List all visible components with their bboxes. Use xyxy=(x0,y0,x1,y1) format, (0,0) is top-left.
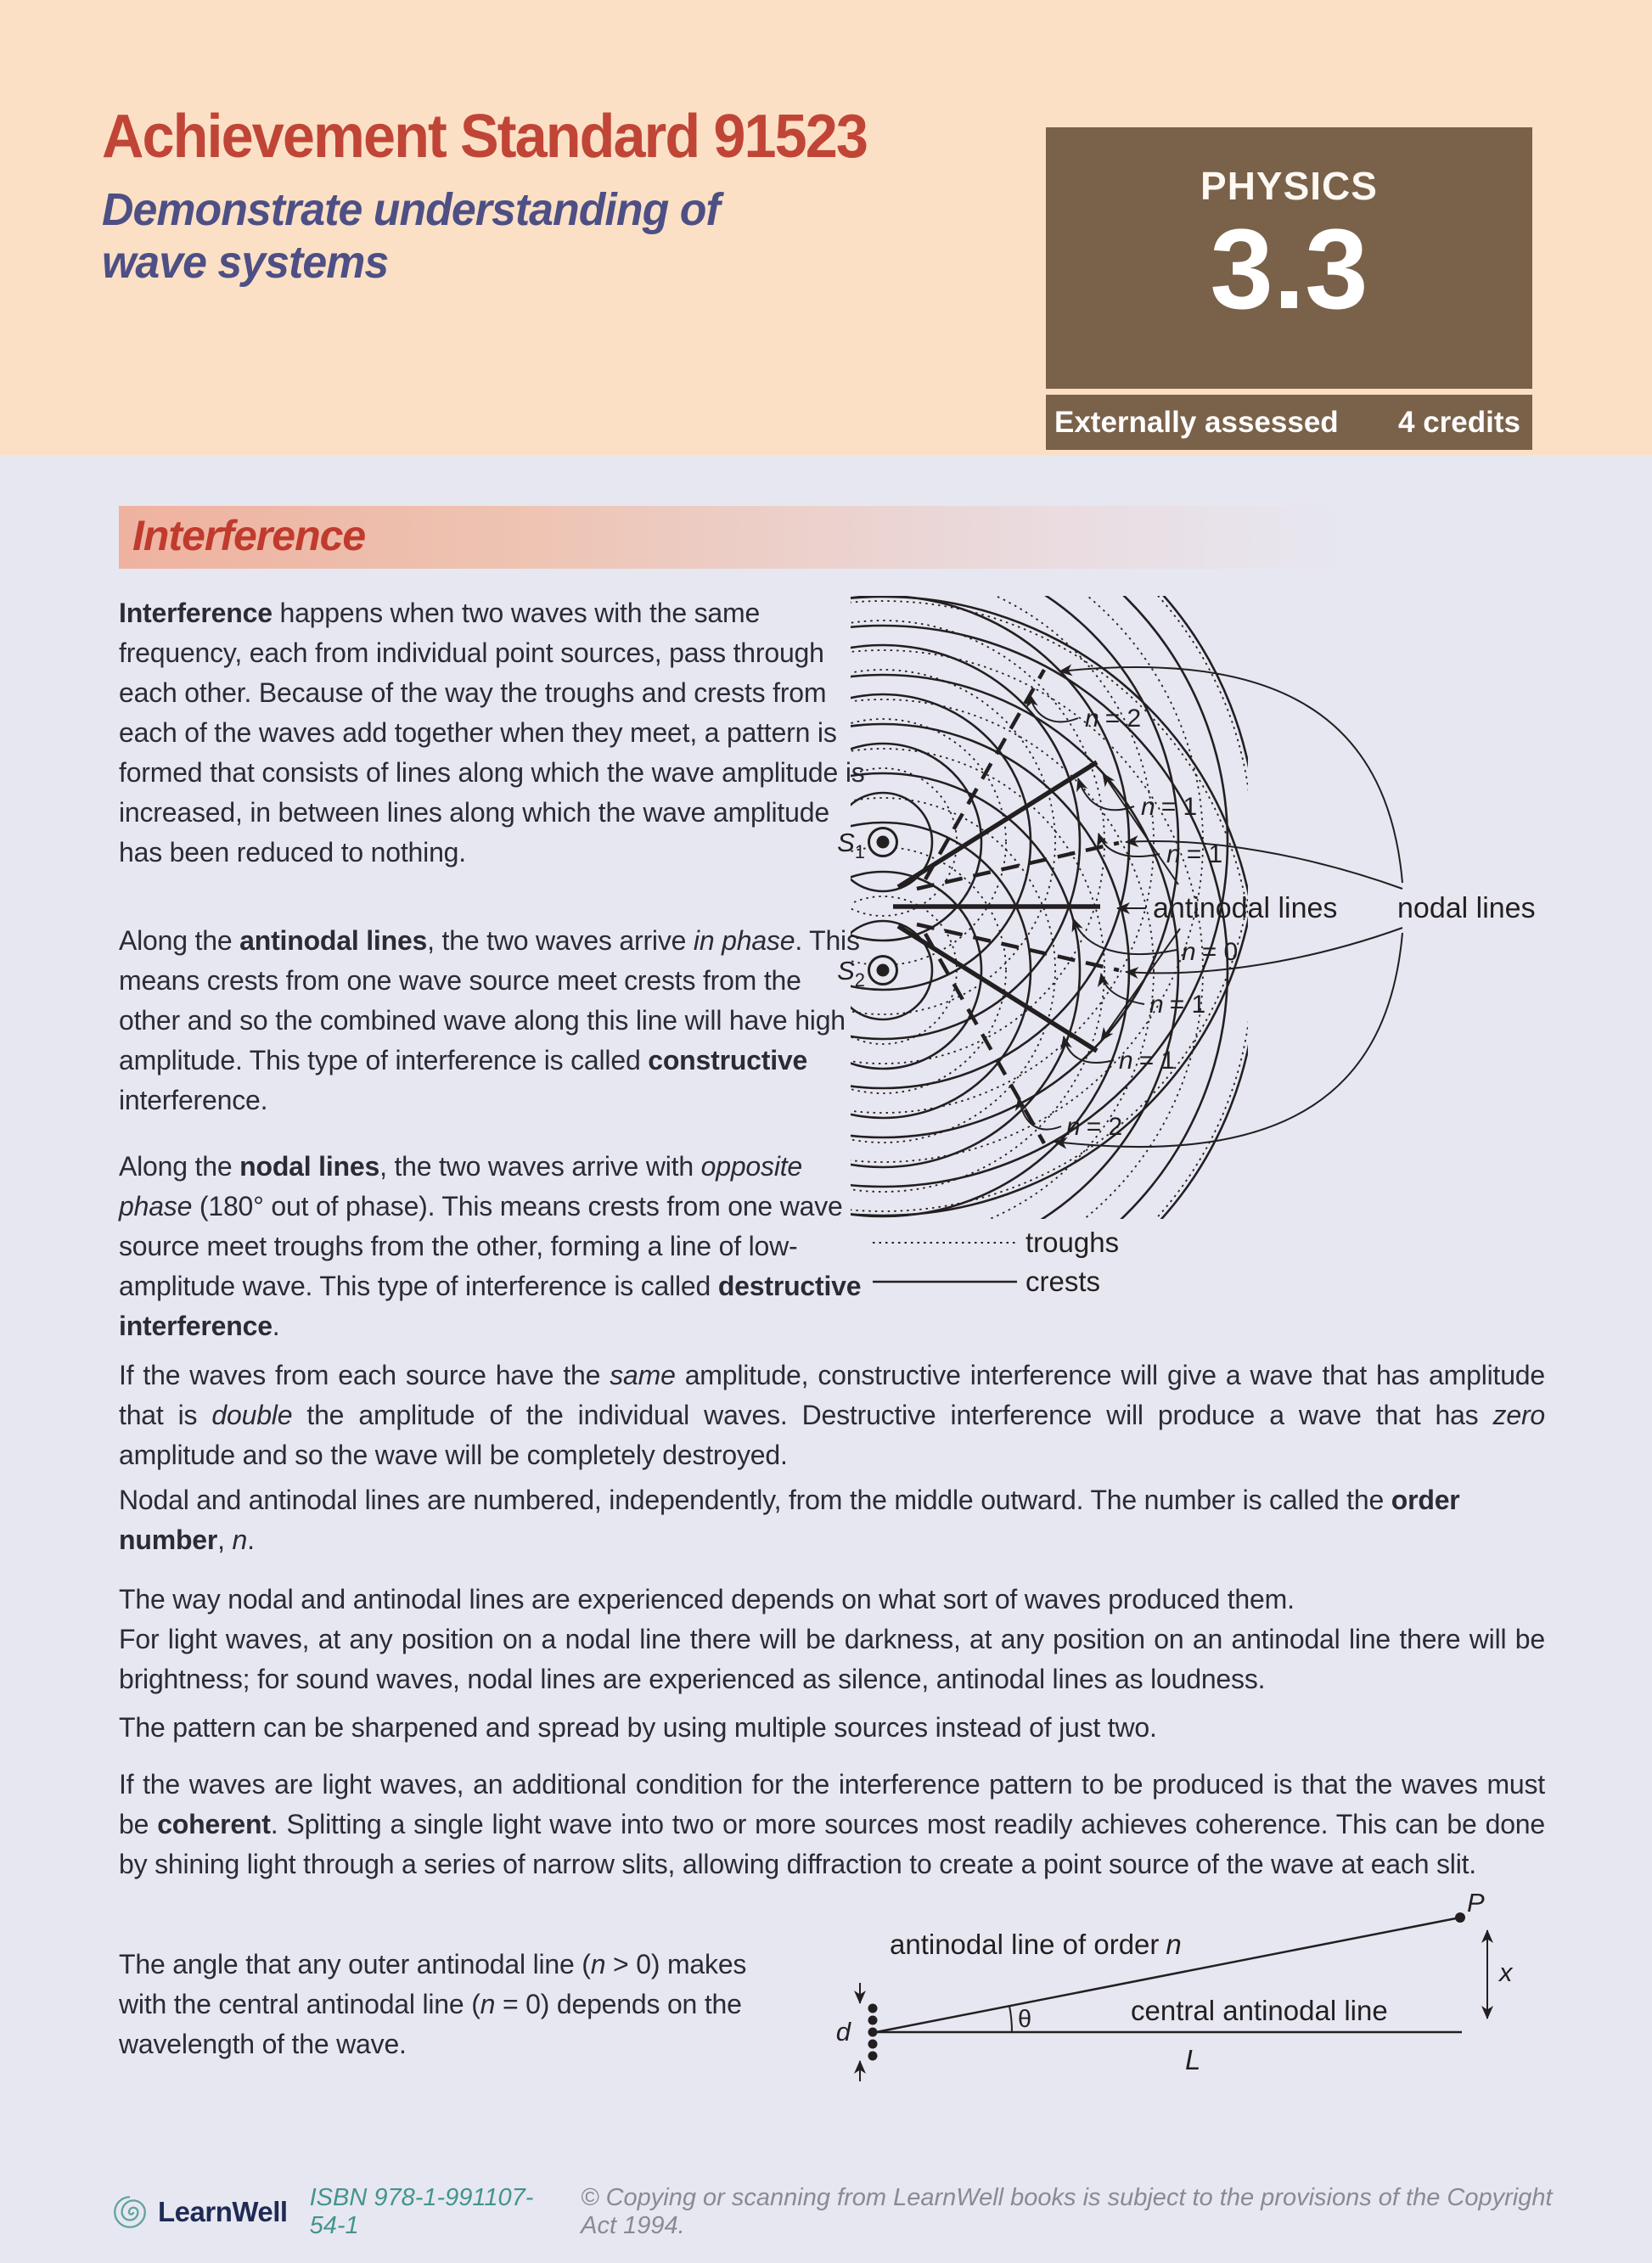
label-central-antinodal: central antinodal line xyxy=(1131,1995,1388,2026)
paragraph-experience: The way nodal and antinodal lines are experienced depends on what sort of waves produced them. For light waves, at any position on a nodal line there will be darkness, at any position on an antinodal line there will be brightness; for sound waves, nodal lines are experienced as silence, antinodal lines as loudness. xyxy=(119,1584,1545,1694)
interference-pattern-diagram xyxy=(837,586,1545,1303)
label-L: L xyxy=(1185,2044,1201,2075)
page-header xyxy=(0,0,1652,455)
legend-crests-label: crests xyxy=(1025,1266,1101,1297)
label-theta: θ xyxy=(1018,2006,1032,2033)
legend-troughs-label: troughs xyxy=(1025,1227,1120,1258)
paragraph-amplitude: If the waves from each source have the same amplitude, constructive interference will give a wave that has amplitude that is double the amplitude of the individual waves. Destructive interference will produce a wave that has zero amplitude and so the wave will be completely destroyed. xyxy=(119,1360,1545,1470)
label-n1-nodal-bottom: n = 1 xyxy=(1149,991,1206,1019)
label-n1-antinodal-bottom: n = 1 xyxy=(1119,1047,1176,1075)
label-n1-nodal-top: n = 1 xyxy=(1166,840,1223,868)
label-x: x xyxy=(1499,1957,1513,1987)
nodal-line-n2-upper xyxy=(925,670,1044,879)
source-1-label: $S_1$ xyxy=(837,828,865,862)
page-title: Achievement Standard 91523 xyxy=(102,103,868,171)
nodal-line-n1-upper xyxy=(917,843,1119,889)
diagram-legend xyxy=(873,1227,1119,1297)
source-2-dot xyxy=(877,964,890,977)
paragraph-multiple-sources: The pattern can be sharpened and spread by using multiple sources instead of just two. xyxy=(119,1712,1157,1743)
subject-panel xyxy=(1046,127,1532,389)
label-n1-antinodal-top: n = 1 xyxy=(1141,793,1198,821)
slit-dot xyxy=(868,2052,878,2061)
label-n2-bottom: n = 2 xyxy=(1066,1113,1123,1141)
arrow-n1-antinodal-bottom xyxy=(1064,1036,1114,1063)
label-antinodal-order-n: antinodal line of order n xyxy=(890,1929,1182,1960)
source-2-label: $S_2$ xyxy=(837,956,865,991)
page-footer xyxy=(110,2184,1554,2239)
slit-dot xyxy=(868,2004,878,2013)
slit-sources xyxy=(868,2004,878,2061)
nodal-line-n2-lower xyxy=(925,934,1044,1143)
point-p-dot xyxy=(1455,1912,1465,1923)
arrow-nodal-mid-lower xyxy=(1126,928,1402,973)
theta-arc xyxy=(1009,2006,1012,2032)
isbn: ISBN 978-1-991107-54-1 xyxy=(309,2184,534,2239)
paragraph-interference: Interference happens when two waves with the same frequency, each from individual point sources, pass through each other. Because of the way the troughs and crests from each of the waves add together when they meet, a pattern is formed that consists of lines along which the wave amplitude is increased, in between lines along which the wave amplitude has been reduced to nothing. xyxy=(119,598,865,868)
page-subtitle-line2: wave systems xyxy=(102,237,389,288)
subject-level: 3.3 xyxy=(1210,206,1368,333)
paragraph-angle: The angle that any outer antinodal line (n > 0) makes with the central antinodal line (n = 0) depends on the wavelength of the wave. xyxy=(119,1949,747,2059)
label-p: P xyxy=(1467,1888,1485,1918)
label-antinodal-lines: antinodal lines xyxy=(1153,892,1338,924)
source-1-dot xyxy=(877,836,890,849)
subject-name: PHYSICS xyxy=(1200,164,1378,208)
slit-dot xyxy=(868,2028,878,2037)
paragraph-coherent: If the waves are light waves, an additional condition for the interference pattern to be produced is that the waves must be coherent. Splitting a single light wave into two or more sources most readily achieves coherence. This can be done by shining light through a series of narrow slits, allowing diffraction to create a point source of the wave at each slit. xyxy=(119,1769,1545,1879)
credits: 4 credits xyxy=(1398,405,1520,439)
assessment-bar xyxy=(1046,395,1532,450)
section-heading-bar xyxy=(119,506,1435,569)
label-d: d xyxy=(835,2017,851,2047)
paragraph-nodal: Along the nodal lines, the two waves arrive with opposite phase (180° out of phase). This means crests from one wave source meet troughs from the other, forming a line of low-amplitude wave. This type of interference is called destructive interference. xyxy=(119,1151,862,1341)
assessment-type: Externally assessed xyxy=(1054,405,1339,439)
antinodal-lines xyxy=(893,762,1100,1051)
page-subtitle-line1: Demonstrate understanding of xyxy=(102,184,720,235)
copyright-notice: © Copying or scanning from LearnWell books is subject to the provisions of the Copyright Act 1994. xyxy=(581,2184,1553,2239)
section-heading: Interference xyxy=(132,512,366,559)
label-nodal-lines: nodal lines xyxy=(1397,892,1536,924)
learnwell-logo-icon xyxy=(110,2193,149,2232)
nodal-line-n1-lower xyxy=(917,924,1119,970)
label-n2-top: n = 2 xyxy=(1085,705,1142,733)
label-n0: n = 0 xyxy=(1182,938,1239,966)
slit-dot xyxy=(868,2040,878,2049)
wave-sources xyxy=(837,828,896,991)
paragraph-order-number: Nodal and antinodal lines are numbered, independently, from the middle outward. The number is called the order number, n. xyxy=(119,1485,1460,1555)
brand-name: LearnWell xyxy=(158,2196,288,2227)
slit-dot xyxy=(868,2016,878,2025)
paragraph-antinodal: Along the antinodal lines, the two waves arrive in phase. This means crests from one wave source meet crests from the other and so the combined wave along this line will have high amplitude. This type of interference is called constructive interference. xyxy=(119,925,860,1115)
arrow-antinodal-lower xyxy=(1101,929,1180,1041)
angle-geometry-diagram xyxy=(806,1889,1537,2092)
